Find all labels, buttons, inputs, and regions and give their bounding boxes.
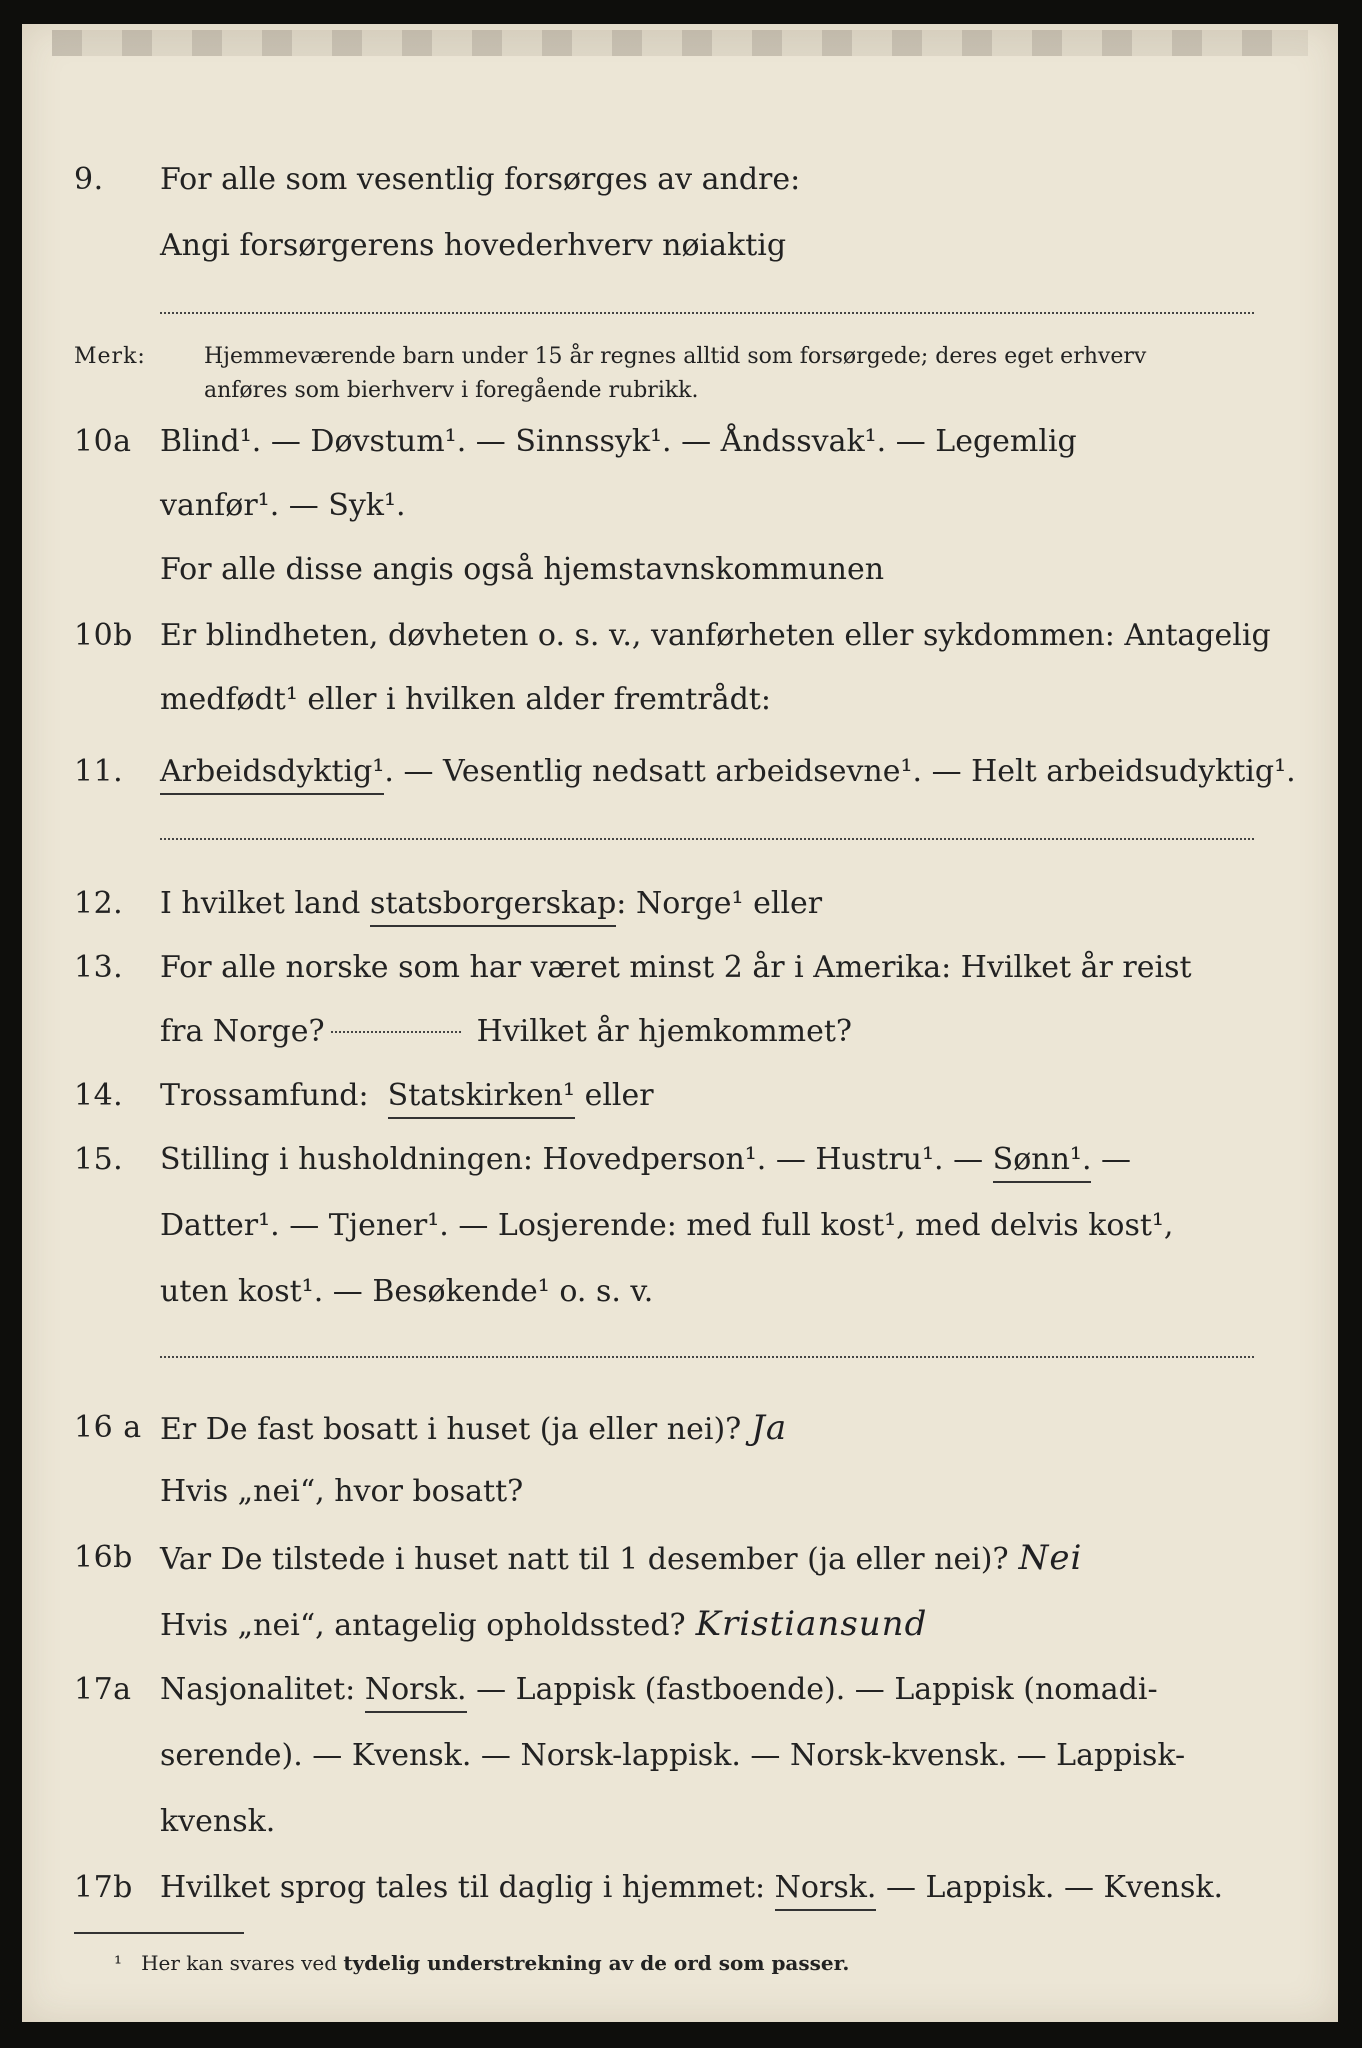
top-edge-bleed [52, 30, 1308, 56]
q9-line2: Angi forsørgerens hovederhverv nøiaktig [160, 228, 787, 263]
q13-reist-line[interactable] [331, 1031, 461, 1033]
q10b-line2: medfødt¹ eller i hvilken alder fremtrådt: [160, 682, 771, 717]
q15-number: 15. [74, 1142, 124, 1177]
q14-number: 14. [74, 1078, 124, 1113]
q9-extra-line[interactable] [160, 312, 1254, 314]
q9-line1: For alle som vesentlig forsørges av andre: [160, 162, 801, 197]
q17a-number: 17a [74, 1672, 132, 1707]
footnote-mark: ¹ [114, 1951, 123, 1975]
q14-pre: Trossamfund: [160, 1078, 369, 1113]
q17b-underlined[interactable]: Norsk. [775, 1868, 877, 1911]
q11-number: 11. [74, 754, 124, 789]
q16b-line1: Var De tilstede i huset natt til 1 desember (ja eller nei)? [160, 1542, 1009, 1577]
q11-extra-line[interactable] [160, 838, 1254, 840]
q12-underlined[interactable]: statsborgerskap [370, 884, 616, 927]
q15-line1a: Stilling i husholdningen: Hovedperson¹. — Hustru¹. — [160, 1142, 984, 1177]
q13-line1: For alle norske som har været minst 2 år i Amerika: Hvilket år reist [160, 950, 1192, 985]
q11-rest: . — Vesentlig nedsatt arbeidsevne¹. — Helt arbeidsudyktig¹. [384, 754, 1296, 789]
q10a-line3: For alle disse angis også hjemstavnskommunen [160, 552, 885, 587]
q17a-line1b: — Lappisk (fastboende). — Lappisk (nomadi- [476, 1672, 1158, 1707]
q15-line1b: — [1101, 1142, 1132, 1177]
q16b-line2: Hvis „nei“, antagelig opholdssted? [160, 1608, 686, 1643]
q16a-line2: Hvis „nei“, hvor bosatt? [160, 1474, 524, 1509]
q16a-line1: Er De fast bosatt i huset (ja eller nei)? [160, 1412, 742, 1447]
q17b-number: 17b [74, 1870, 133, 1905]
q13-number: 13. [74, 950, 124, 985]
q14-underlined[interactable]: Statskirken¹ [388, 1076, 575, 1119]
q15-line2: Datter¹. — Tjener¹. — Losjerende: med full kost¹, med delvis kost¹, [160, 1208, 1174, 1243]
q15-extra-line[interactable] [160, 1356, 1254, 1358]
q17a-line3: kvensk. [160, 1804, 276, 1839]
q10b-number: 10b [74, 618, 133, 653]
q17a-line1a: Nasjonalitet: [160, 1672, 356, 1707]
q10a-line1: Blind¹. — Døvstum¹. — Sinnssyk¹. — Åndssvak¹. — Legemlig [160, 424, 1077, 459]
q13-line2a: fra Norge? [160, 1014, 325, 1049]
q12-pre: I hvilket land [160, 886, 361, 921]
census-form-page [22, 24, 1338, 2022]
merk-line1: Hjemmeværende barn under 15 år regnes alltid som forsørgede; deres eget erhverv [204, 344, 1147, 369]
q15-underlined[interactable]: Sønn¹. [993, 1140, 1092, 1183]
q11-underlined-option[interactable]: Arbeidsdyktig¹ [160, 752, 384, 795]
footnote-text: Her kan svares ved [141, 1951, 338, 1975]
footnote-rule [74, 1932, 244, 1934]
q17b-post: — Lappisk. — Kvensk. [885, 1870, 1224, 1905]
merk-label: Merk: [74, 344, 146, 369]
q12-number: 12. [74, 886, 124, 921]
q17a-underlined[interactable]: Norsk. [365, 1670, 467, 1713]
q10a-number: 10a [74, 424, 132, 459]
q13-line2b: Hvilket år hjemkommet? [476, 1014, 853, 1049]
q16b-handwritten-answer[interactable]: Nei [1018, 1538, 1083, 1578]
q10b-line1: Er blindheten, døvheten o. s. v., vanførheten eller sykdommen: Antagelig [160, 618, 1271, 653]
q15-line3: uten kost¹. — Besøkende¹ o. s. v. [160, 1274, 654, 1309]
q12-post: : Norge¹ eller [616, 886, 823, 921]
footnote-bold-text: tydelig understrekning av de ord som passer. [343, 1951, 850, 1975]
q16a-number: 16 a [74, 1410, 142, 1445]
q9-number: 9. [74, 162, 104, 197]
merk-line2: anføres som bierhverv i foregående rubrikk. [204, 378, 699, 403]
q16b-number: 16b [74, 1540, 133, 1575]
q16b-handwritten-place[interactable]: Kristiansund [695, 1604, 928, 1644]
q16a-handwritten-answer[interactable]: Ja [751, 1408, 788, 1448]
q17b-pre: Hvilket sprog tales til daglig i hjemmet: [160, 1870, 766, 1905]
q14-post: eller [584, 1078, 654, 1113]
q10a-line2: vanfør¹. — Syk¹. [160, 488, 406, 523]
footnote [114, 1950, 849, 1976]
q17a-line2: serende). — Kvensk. — Norsk-lappisk. — Norsk-kvensk. — Lappisk- [160, 1738, 1186, 1773]
